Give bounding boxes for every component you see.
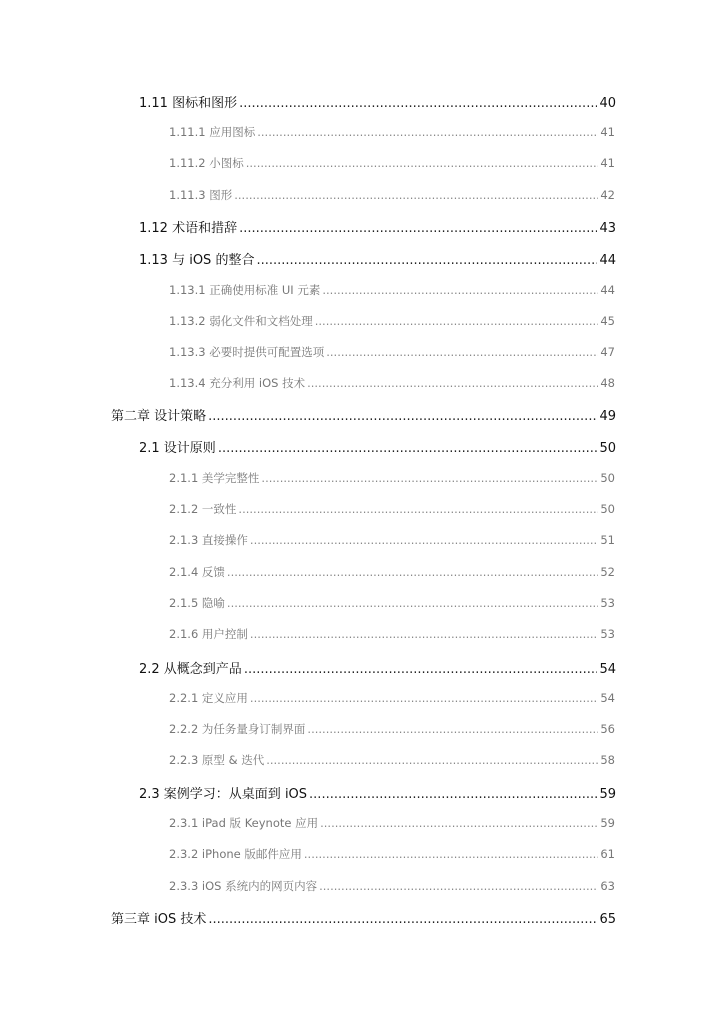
dot-leader [234,188,598,202]
toc-entry-label: 2.1.4 反馈 [169,565,225,579]
toc-entry[interactable] [169,564,615,580]
toc-entry-page: 53 [600,596,615,610]
toc-entry-page: 41 [600,125,615,139]
toc-entry-page: 49 [599,409,616,424]
dot-leader [239,221,597,236]
dot-leader [250,691,598,705]
toc-entry-label: 1.12 术语和措辞 [139,221,238,236]
toc-entry-label: 2.1.1 美学完整性 [169,471,260,485]
toc-entry-page: 59 [600,816,615,830]
toc-entry-label: 2.2.3 原型 & 迭代 [169,753,265,767]
toc-entry[interactable] [169,532,615,548]
toc-entry[interactable] [169,501,615,517]
toc-entry-page: 52 [600,565,615,579]
dot-leader [307,376,598,390]
toc-entry[interactable] [169,846,615,862]
toc-entry[interactable] [139,92,616,111]
toc-entry-label: 1.13 与 iOS 的整合 [139,253,255,268]
toc-entry-page: 59 [599,787,616,802]
toc-entry-page: 56 [600,722,615,736]
toc-entry-page: 45 [600,314,615,328]
toc-entry-label: 1.13.4 充分利用 iOS 技术 [169,376,306,390]
toc-entry[interactable] [169,690,615,706]
toc-entry-label: 2.2.1 定义应用 [169,691,248,705]
dot-leader [322,283,598,297]
toc-entry-label: 2.1 设计原则 [139,441,216,456]
dot-leader [257,125,598,139]
toc-entry-label: 2.2.2 为任务量身订制界面 [169,722,306,736]
toc-entry-page: 54 [599,662,616,677]
dot-leader [256,253,597,268]
toc-entry-page: 47 [600,345,615,359]
dot-leader [227,565,598,579]
toc-entry[interactable] [169,187,615,203]
dot-leader [227,596,598,610]
toc-entry[interactable] [169,752,615,768]
toc-entry-page: 41 [600,156,615,170]
toc-entry-label: 2.3.3 iOS 系统内的网页内容 [169,879,318,893]
toc-entry-page: 44 [599,253,616,268]
dot-leader [304,847,598,861]
dot-leader [208,912,597,927]
toc-entry-label: 2.1.2 一致性 [169,502,237,516]
toc-entry-label: 1.13.1 正确使用标准 UI 元素 [169,283,321,297]
dot-leader [218,441,598,456]
dot-leader [238,502,598,516]
toc-entry-label: 2.1.5 隐喻 [169,596,225,610]
dot-leader [320,816,598,830]
toc-entry[interactable] [169,815,615,831]
dot-leader [326,345,598,359]
dot-leader [307,722,598,736]
toc-entry[interactable] [111,908,616,927]
toc-entry[interactable] [111,405,616,424]
dot-leader [315,314,599,328]
dot-leader [261,471,598,485]
toc-entry-label: 2.3 案例学习：从桌面到 iOS [139,787,308,802]
dot-leader [266,753,598,767]
toc-entry-label: 1.11.1 应用图标 [169,125,256,139]
dot-leader [319,879,598,893]
toc-entry-page: 65 [599,912,616,927]
dot-leader [208,409,597,424]
dot-leader [250,533,598,547]
dot-leader [309,787,597,802]
toc-entry-label: 1.11.2 小图标 [169,156,244,170]
toc-entry-page: 50 [600,471,615,485]
toc-entry-label: 2.2 从概念到产品 [139,662,242,677]
toc-entry[interactable] [169,124,615,140]
toc-entry[interactable] [139,783,616,802]
toc-entry[interactable] [169,282,615,298]
toc-entry[interactable] [169,375,615,391]
toc-entry-page: 43 [599,221,616,236]
dot-leader [239,96,597,111]
toc-entry-page: 44 [600,283,615,297]
toc-entry[interactable] [169,313,615,329]
toc-entry[interactable] [169,344,615,360]
toc-entry-label: 2.1.3 直接操作 [169,533,248,547]
toc-entry-page: 63 [600,879,615,893]
toc-entry-label: 2.1.6 用户控制 [169,627,248,641]
dot-leader [250,627,598,641]
toc-entry-label: 1.11.3 图形 [169,188,233,202]
toc-entry[interactable] [169,470,615,486]
toc-entry-page: 61 [600,847,615,861]
toc-entry[interactable] [139,658,616,677]
toc-entry-label: 2.3.2 iPhone 版邮件应用 [169,847,302,861]
dot-leader [246,156,599,170]
toc-entry-label: 1.13.2 弱化文件和文档处理 [169,314,313,328]
toc-entry-label: 1.13.3 必要时提供可配置选项 [169,345,325,359]
toc-entry-label: 第二章 设计策略 [111,409,207,424]
toc-entry-page: 53 [600,627,615,641]
toc-entry[interactable] [169,595,615,611]
toc-entry[interactable] [139,437,616,456]
toc-entry-label: 1.11 图标和图形 [139,96,238,111]
toc-entry[interactable] [139,217,616,236]
toc-entry-label: 第三章 iOS 技术 [111,912,207,927]
toc-entry-page: 58 [600,753,615,767]
dot-leader [244,662,598,677]
toc-entry-page: 48 [600,376,615,390]
toc-entry-page: 50 [599,441,616,456]
toc-entry-page: 40 [599,96,616,111]
toc-entry[interactable] [139,249,616,268]
toc-entry[interactable] [169,878,615,894]
toc-entry-page: 51 [600,533,615,547]
toc-entry[interactable] [169,626,615,642]
toc-entry-page: 42 [600,188,615,202]
toc-entry-page: 50 [600,502,615,516]
toc-entry[interactable] [169,721,615,737]
toc-entry-page: 54 [600,691,615,705]
toc-entry[interactable] [169,155,615,171]
toc-entry-label: 2.3.1 iPad 版 Keynote 应用 [169,816,319,830]
